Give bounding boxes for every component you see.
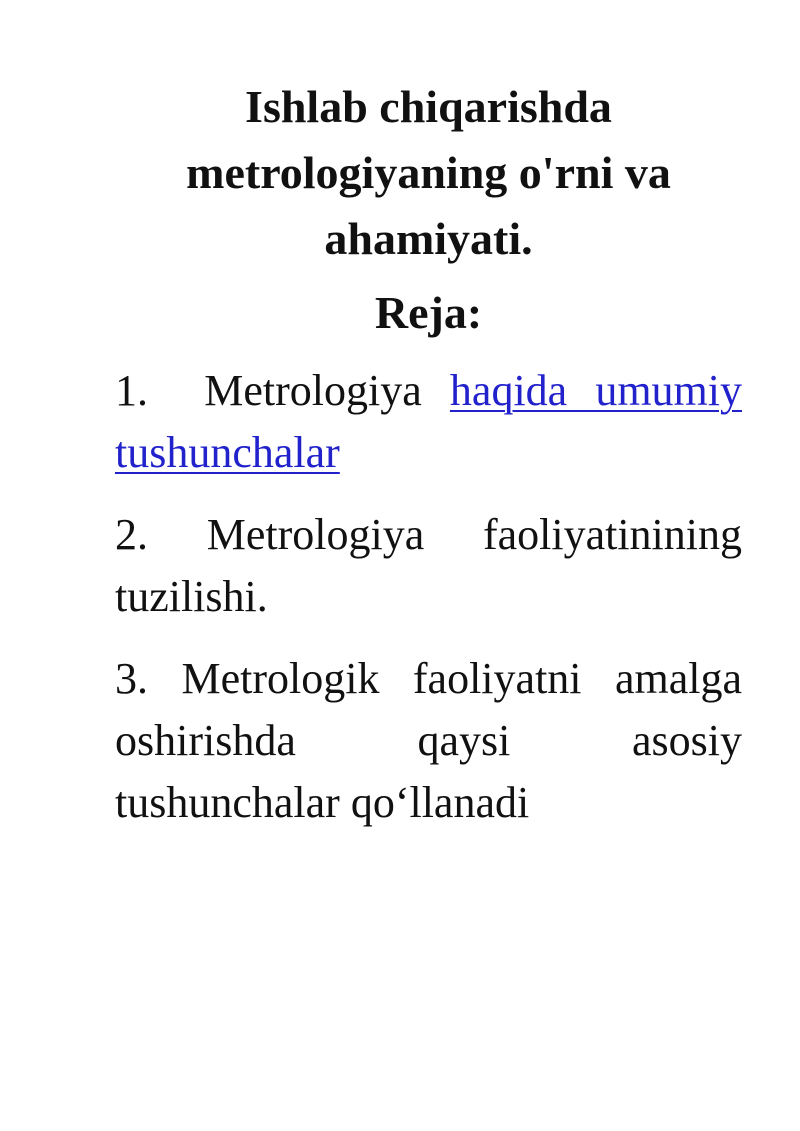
plan-item-number: 1. <box>115 366 148 415</box>
plan-item-1 <box>115 360 742 484</box>
plan-item-text: Metrologik faoliyatni amalga oshirishda qaysi asosiy tushunchalar qo‘llanadi <box>115 654 743 827</box>
plan-item-link[interactable]: haqida umumiy tushunchalar <box>115 366 743 477</box>
plan-item-number: 2. <box>115 510 148 559</box>
plan-item-3 <box>115 648 742 834</box>
plan-item-text: Metrologiya <box>204 366 422 415</box>
plan-item-text: Metrologiya faoliyatinining tuzilishi. <box>115 510 742 621</box>
plan-heading: Reja: <box>374 287 483 338</box>
plan-item-2 <box>115 504 742 628</box>
plan-list <box>115 360 742 834</box>
plan-item-number: 3. <box>115 654 148 703</box>
document-title: Ishlab chiqarishda metrologiyaning o'rni va ahamiyati. <box>186 81 671 264</box>
